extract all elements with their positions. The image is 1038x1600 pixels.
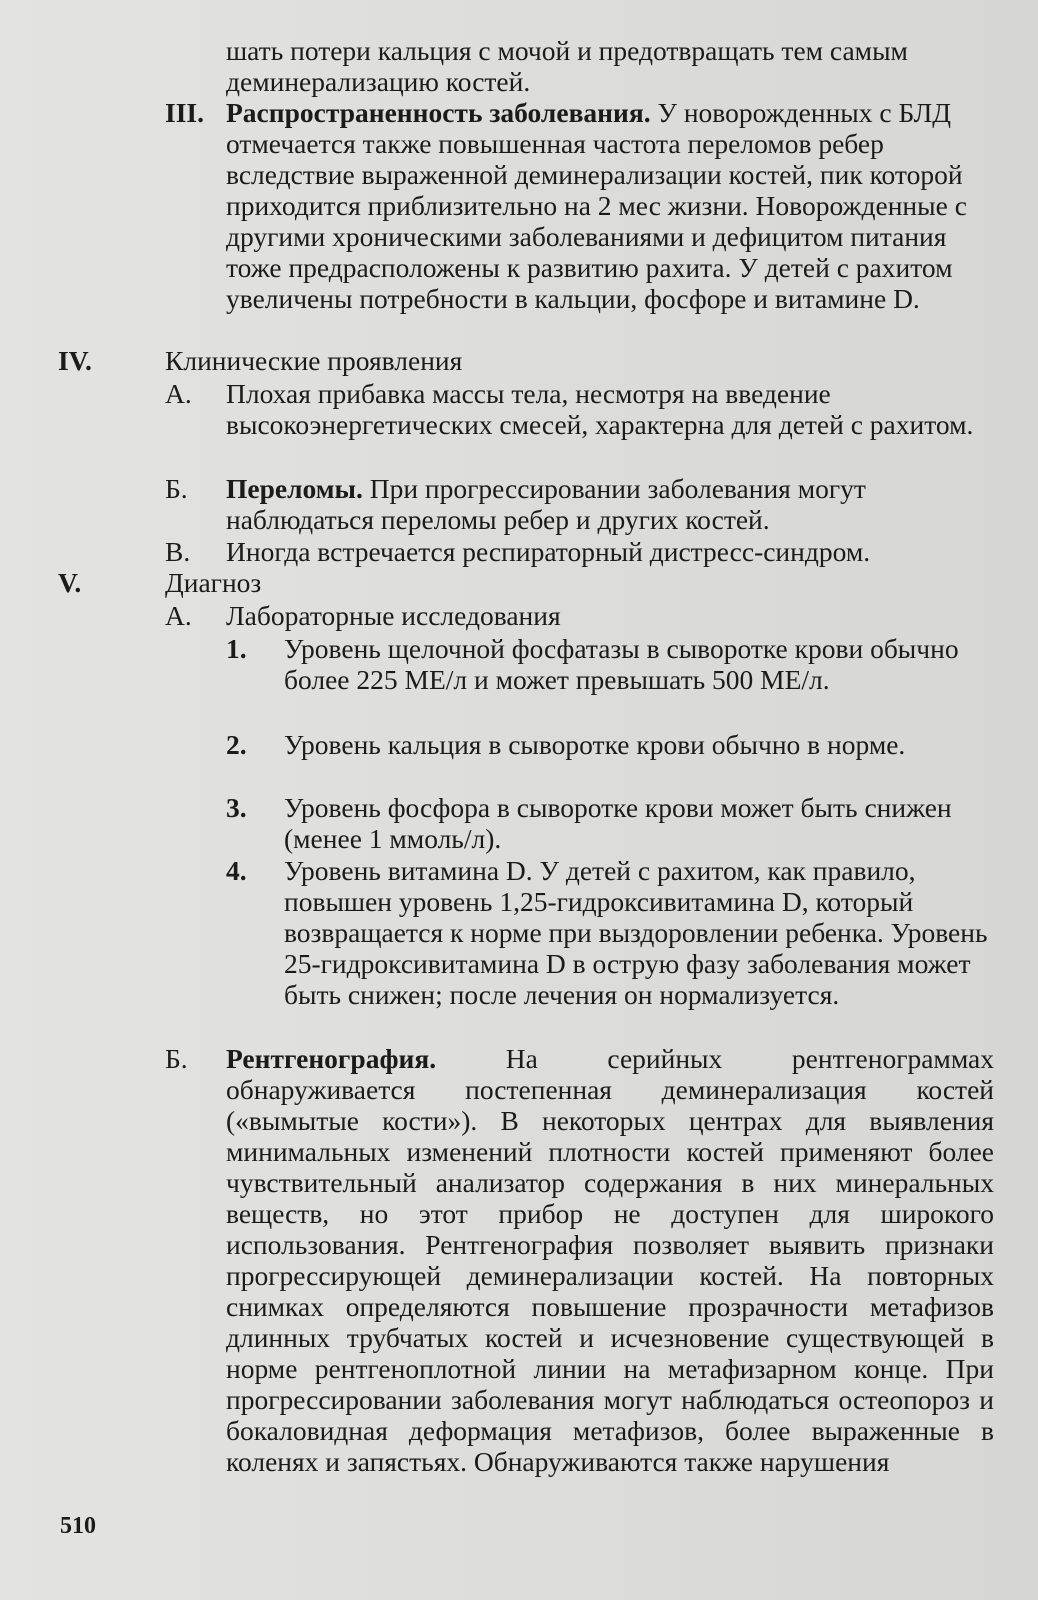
item-number: 4. <box>226 855 247 886</box>
subsection-body: На серийных рентгенограммах обнаруживается постепенная деминерализация костей («вымытые кости»). В некоторых центрах для выявления минимальных изменений плотности костей применяют более чувствительный анализатор содержания в них минеральных веществ, но этот прибор не доступен для широкого использования. Рентгенография позволяет выявить признаки прогрессирующей деминерализации костей. На повторных снимках определяются повышение прозрачности метафизов длинных трубчатых костей и исчезновение существующей в норме рентгеноплотной линии на метафизарном конце. При прогрессировании заболевания могут наблюдаться остеопороз и бокаловидная деформация метафизов, более выраженные в коленях и запястьях. Обнаруживаются также нарушения <box>226 1043 994 1477</box>
item-text: Иногда встречается респираторный дистресс-синдром. <box>226 536 871 567</box>
paragraph-text: шать потери кальция с мочой и предотвращать тем самым деминерализацию костей. <box>226 35 908 97</box>
item-text: Уровень витамина D. У детей с рахитом, как правило, повышен уровень 1,25-гидроксивитамина D, который возвращается к норме при выздоровлении ребенка. Уровень 25-гидроксивитамина D в острую фазу заболевания может быть снижен; после лечения он нормализуется. <box>284 855 988 1010</box>
subsection-label: А. <box>165 600 192 631</box>
subsection-title: Лабораторные исследования <box>226 600 561 631</box>
section-title: Распространенность заболевания. <box>226 97 651 128</box>
item-number: 1. <box>226 633 247 664</box>
subsection-text <box>226 1043 994 1477</box>
section-body: У новорожденных с БЛД отмечается также повышенная частота переломов ребер вследствие выраженной деминерализации костей, пик которой приходится приблизительно на 2 мес жизни. Новорожденные с другими хроническими заболеваниями и дефицитом питания тоже предрасположены к развитию рахита. У детей с рахитом увеличены потребности в кальции, фосфоре и витамине D. <box>226 97 967 314</box>
section-label: V. <box>58 567 82 598</box>
section-title: Клинические проявления <box>165 345 463 376</box>
subsection-title: Рентгенография. <box>226 1043 437 1074</box>
item-text: Уровень кальция в сыворотке крови обычно в норме. <box>284 729 906 760</box>
page-number: 510 <box>60 1513 96 1539</box>
section-text <box>226 97 994 314</box>
item-text: Уровень фосфора в сыворотке крови может быть снижен (менее 1 ммоль/л). <box>284 792 952 854</box>
item-label: А. <box>165 378 192 409</box>
item-text: Уровень щелочной фосфатазы в сыворотке крови обычно более 225 МЕ/л и может превышать 500 МЕ/л. <box>284 633 959 695</box>
section-title: Диагноз <box>165 567 262 598</box>
item-body: При прогрессировании заболевания могут наблюдаться переломы ребер и других костей. <box>226 473 866 535</box>
item-number: 3. <box>226 792 247 823</box>
item-label: В. <box>165 536 191 567</box>
subsection-label: Б. <box>165 1043 188 1074</box>
item-text: Плохая прибавка массы тела, несмотря на введение высокоэнергетических смесей, характерна для детей с рахитом. <box>226 378 974 440</box>
item-label: Б. <box>165 473 188 504</box>
section-label: III. <box>165 97 204 128</box>
section-label: IV. <box>58 345 92 376</box>
item-number: 2. <box>226 729 247 760</box>
item-title: Переломы. <box>226 473 363 504</box>
item-text <box>226 473 994 535</box>
